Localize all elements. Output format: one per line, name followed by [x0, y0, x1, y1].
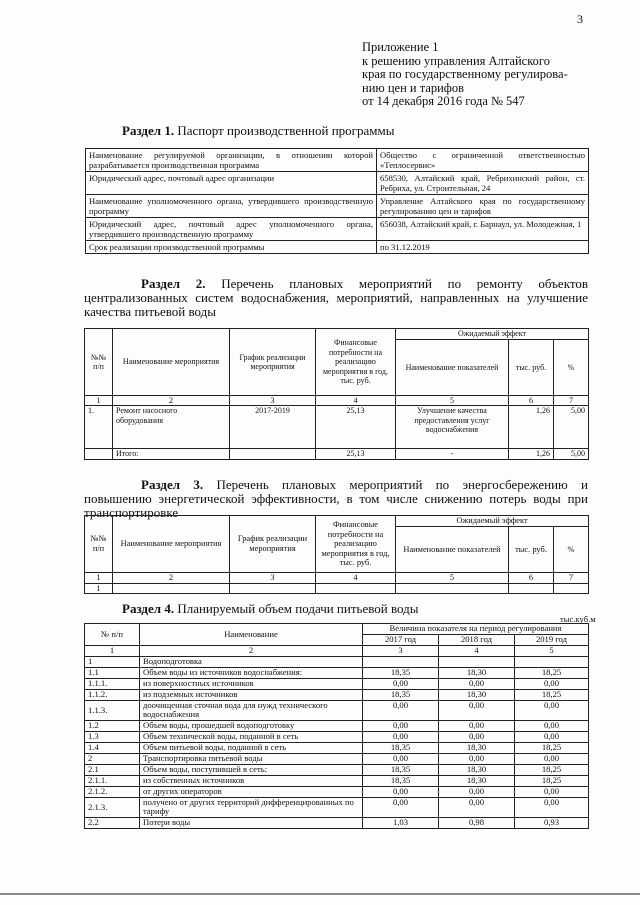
- passport-name-cell: Наименование регулируемой организации, в отношении которой разрабатывается производственная программа: [86, 149, 377, 172]
- header-year: 2018 год: [439, 635, 515, 646]
- header-finance: Финансовые потребности на реализацию мероприятия в год, тыс. руб.: [316, 329, 396, 396]
- row-value: 18,25: [515, 765, 589, 776]
- column-number-row: [85, 646, 589, 657]
- header-num: №№ п/п: [85, 329, 113, 396]
- passport-value-cell: по 31.12.2019: [377, 241, 589, 254]
- column-number: 1: [85, 396, 113, 406]
- row-name: Объем воды, прошедшей водоподготовку: [140, 721, 363, 732]
- section1-title-text: Паспорт производственной программы: [174, 123, 395, 138]
- column-number: 6: [509, 396, 554, 406]
- column-number: 3: [230, 573, 316, 584]
- row-value: 0,00: [439, 701, 515, 721]
- row-value: 0,00: [363, 732, 439, 743]
- row-num: 1.4: [85, 743, 140, 754]
- column-number: 3: [363, 646, 439, 657]
- row-cell: [509, 583, 554, 594]
- header-percent: %: [554, 527, 589, 573]
- row-name: получено от других территорий дифференцированных по тарифу: [140, 798, 363, 818]
- row-name: из поверхностных источников: [140, 679, 363, 690]
- row-value: 0,00: [363, 787, 439, 798]
- passport-value-cell: Управление Алтайского края по государственному регулированию цен и тарифов: [377, 195, 589, 218]
- row-num: 2.1.3.: [85, 798, 140, 818]
- energy-table: [84, 515, 589, 594]
- row-value: 0,00: [439, 679, 515, 690]
- table-row: [85, 743, 589, 754]
- header-name: Наименование мероприятия: [113, 516, 230, 573]
- total-empty-cell: [85, 449, 113, 459]
- row-value: [515, 657, 589, 668]
- table-header-row: [85, 516, 589, 527]
- appendix-line: от 14 декабря 2016 года № 547: [362, 94, 525, 109]
- table-row: [85, 798, 589, 818]
- table-row: [85, 818, 589, 829]
- total-row: [85, 449, 589, 459]
- header-thousand: тыс. руб.: [509, 527, 554, 573]
- row-value: 0,00: [515, 679, 589, 690]
- column-number: 4: [316, 573, 396, 584]
- appendix-line: Приложение 1: [362, 40, 439, 54]
- table-header-row: [85, 329, 589, 340]
- row-num: 2: [85, 754, 140, 765]
- water-volume-body: [85, 657, 589, 829]
- table-row: [86, 241, 589, 254]
- row-value: 18,25: [515, 743, 589, 754]
- header-year: 2017 год: [363, 635, 439, 646]
- row-value: 0,00: [439, 721, 515, 732]
- column-number: 5: [396, 396, 509, 406]
- header-schedule: График реализации мероприятия: [230, 329, 316, 396]
- row-value: [363, 657, 439, 668]
- row-value: 18,35: [363, 743, 439, 754]
- header-name: Наименование: [140, 624, 363, 646]
- unit-label: тыс.куб.м: [560, 614, 596, 624]
- row-cell: [554, 583, 589, 594]
- header-indicator: Наименование показателей: [396, 527, 509, 573]
- table-row: [85, 732, 589, 743]
- section4-title: [122, 602, 419, 616]
- row-num: 1.1.3.: [85, 701, 140, 721]
- column-number: 7: [554, 396, 589, 406]
- row-value: 0,00: [515, 754, 589, 765]
- table-row: [85, 776, 589, 787]
- repair-table: [84, 328, 589, 460]
- row-name: Потери воды: [140, 818, 363, 829]
- row-cell: [396, 583, 509, 594]
- column-number: 2: [113, 396, 230, 406]
- row-value: [439, 657, 515, 668]
- row-value: 0,00: [363, 701, 439, 721]
- row-value: 18,25: [515, 690, 589, 701]
- page-number: 3: [577, 12, 583, 26]
- row-value: 0,00: [363, 754, 439, 765]
- row-name: Объем технической воды, поданной в сеть: [140, 732, 363, 743]
- table-row: [85, 657, 589, 668]
- table-row: [85, 583, 589, 594]
- row-value: 0,00: [439, 787, 515, 798]
- row-num: 1.: [85, 406, 113, 449]
- passport-name-cell: Юридический адрес, почтовый адрес уполномоченного органа, утвердившего производственную программу: [86, 218, 377, 241]
- table-row: [85, 754, 589, 765]
- row-value: 18,30: [439, 690, 515, 701]
- row-value: 18,30: [439, 668, 515, 679]
- section2-label: Раздел 2.: [141, 276, 206, 291]
- row-num: 2.1: [85, 765, 140, 776]
- row-num: 1.3: [85, 732, 140, 743]
- row-num: 2.1.1.: [85, 776, 140, 787]
- row-thousand: 1,26: [509, 406, 554, 449]
- column-number: 5: [396, 573, 509, 584]
- table-row: [85, 721, 589, 732]
- row-value: 1,03: [363, 818, 439, 829]
- header-indicator: Наименование показателей: [396, 340, 509, 396]
- row-name: доочищенная сточная вода для нужд технического водоснабжения: [140, 701, 363, 721]
- table-row: [86, 172, 589, 195]
- row-cell: [113, 583, 230, 594]
- column-number: 2: [140, 646, 363, 657]
- table-row: [85, 787, 589, 798]
- header-period: Величина показателя на период регулирования: [363, 624, 589, 635]
- section4-label: Раздел 4.: [122, 601, 175, 616]
- section1-title: [122, 124, 394, 138]
- row-name: из собственных источников: [140, 776, 363, 787]
- header-thousand: тыс. руб.: [509, 340, 554, 396]
- row-value: 0,00: [515, 787, 589, 798]
- row-percent: 5,00: [554, 406, 589, 449]
- row-name: Объем воды из источников водоснабжения:: [140, 668, 363, 679]
- total-empty-cell: [230, 449, 316, 459]
- row-num: 1.2: [85, 721, 140, 732]
- row-name: от других операторов: [140, 787, 363, 798]
- row-value: 18,35: [363, 776, 439, 787]
- passport-value-cell: Общество с ограниченной ответственностью «Теплосервис»: [377, 149, 589, 172]
- row-name: Транспортировка питьевой воды: [140, 754, 363, 765]
- row-schedule: 2017-2019: [230, 406, 316, 449]
- row-value: 0,00: [439, 754, 515, 765]
- row-value: 18,30: [439, 765, 515, 776]
- appendix-header: [362, 41, 568, 109]
- row-value: 0,00: [439, 798, 515, 818]
- table-row: [85, 701, 589, 721]
- header-num: № п/п: [85, 624, 140, 646]
- water-volume-table: [84, 623, 589, 829]
- passport-table: [85, 148, 589, 254]
- scan-edge-line: [0, 893, 640, 895]
- row-value: 18,30: [439, 776, 515, 787]
- column-number: 7: [554, 573, 589, 584]
- column-number: 2: [113, 573, 230, 584]
- row-num: 1: [85, 583, 113, 594]
- header-effect: Ожидаемый эффект: [396, 329, 589, 340]
- row-num: 2.1.2.: [85, 787, 140, 798]
- total-label: Итого:: [113, 449, 230, 459]
- row-value: 0,00: [515, 721, 589, 732]
- header-schedule: График реализации мероприятия: [230, 516, 316, 573]
- table-row: [85, 765, 589, 776]
- row-num: 1: [85, 657, 140, 668]
- passport-name-cell: Наименование уполномоченного органа, утвердившего производственную программу: [86, 195, 377, 218]
- section4-title-text: Планируемый объем подачи питьевой воды: [174, 601, 419, 616]
- header-name: Наименование мероприятия: [113, 329, 230, 396]
- row-indicator: Улучшение качества предоставления услуг водоснабжения: [396, 406, 509, 449]
- row-value: 0,00: [515, 798, 589, 818]
- row-num: 2.2: [85, 818, 140, 829]
- row-finance: 25,13: [316, 406, 396, 449]
- row-name: из подземных источников: [140, 690, 363, 701]
- section1-label: Раздел 1.: [122, 123, 175, 138]
- column-number-row: [85, 573, 589, 584]
- row-num: 1.1: [85, 668, 140, 679]
- row-value: 0,00: [439, 732, 515, 743]
- row-num: 1.1.1.: [85, 679, 140, 690]
- passport-value-cell: 656038, Алтайский край, г. Барнаул, ул. Молодежная, 1: [377, 218, 589, 241]
- row-value: 18,35: [363, 690, 439, 701]
- column-number: 1: [85, 573, 113, 584]
- row-num: 1.1.2.: [85, 690, 140, 701]
- row-value: 0,93: [515, 818, 589, 829]
- row-name: Объем питьевой воды, поданной в сеть: [140, 743, 363, 754]
- column-number: 5: [515, 646, 589, 657]
- row-value: 0,00: [363, 721, 439, 732]
- total-thousand: 1,26: [509, 449, 554, 459]
- row-value: 18,30: [439, 743, 515, 754]
- header-num: №№ п/п: [85, 516, 113, 573]
- row-value: 18,25: [515, 668, 589, 679]
- table-row: [86, 195, 589, 218]
- table-header-row: [85, 624, 589, 635]
- row-cell: [230, 583, 316, 594]
- section3-label: Раздел 3.: [141, 477, 204, 492]
- row-value: 0,00: [363, 798, 439, 818]
- header-percent: %: [554, 340, 589, 396]
- appendix-line: нию цен и тарифов: [362, 80, 465, 95]
- section3-title: [84, 478, 588, 520]
- total-percent: 5,00: [554, 449, 589, 459]
- section3-title-text: Перечень плановых мероприятий по энергосбережению и повышению энергетической эффективности, в том числе снижению потерь воды при транспортировке: [84, 477, 589, 520]
- column-number: 3: [230, 396, 316, 406]
- row-name: Объем воды, поступившей в сеть:: [140, 765, 363, 776]
- section2-title-text: Перечень плановых мероприятий по ремонту объектов централизованных систем водоснабжения, мероприятий, направленных на улучшение качества питьевой воды: [84, 276, 588, 319]
- column-number: 1: [85, 646, 140, 657]
- appendix-line: к решению управления Алтайского: [362, 53, 550, 68]
- appendix-line: края по государственному регулирова-: [362, 67, 568, 82]
- row-value: 0,00: [515, 732, 589, 743]
- row-value: 18,25: [515, 776, 589, 787]
- table-row: [85, 690, 589, 701]
- row-value: 18,35: [363, 765, 439, 776]
- column-number: 4: [316, 396, 396, 406]
- passport-name-cell: Юридический адрес, почтовый адрес организации: [86, 172, 377, 195]
- column-number-row: [85, 396, 589, 406]
- passport-name-cell: Срок реализации производственной программы: [86, 241, 377, 254]
- header-finance: Финансовые потребности на реализацию мероприятия в год, тыс. руб.: [316, 516, 396, 573]
- total-indicator: -: [396, 449, 509, 459]
- section2-title: [84, 277, 588, 319]
- table-row: [85, 668, 589, 679]
- row-value: 0,98: [439, 818, 515, 829]
- table-row: [85, 679, 589, 690]
- table-row: [85, 406, 589, 449]
- row-value: 0,00: [515, 701, 589, 721]
- passport-value-cell: 658530, Алтайский край, Ребрихинский район, ст. Ребриха, ул. Строительная, 24: [377, 172, 589, 195]
- total-finance: 25,13: [316, 449, 396, 459]
- header-year: 2019 год: [515, 635, 589, 646]
- row-value: 0,00: [363, 679, 439, 690]
- header-effect: Ожидаемый эффект: [396, 516, 589, 527]
- row-name: Ремонт насосного оборудования: [113, 406, 230, 449]
- row-cell: [316, 583, 396, 594]
- column-number: 6: [509, 573, 554, 584]
- table-row: [86, 218, 589, 241]
- row-name: Водоподготовка: [140, 657, 363, 668]
- column-number: 4: [439, 646, 515, 657]
- table-row: [86, 149, 589, 172]
- row-value: 18,35: [363, 668, 439, 679]
